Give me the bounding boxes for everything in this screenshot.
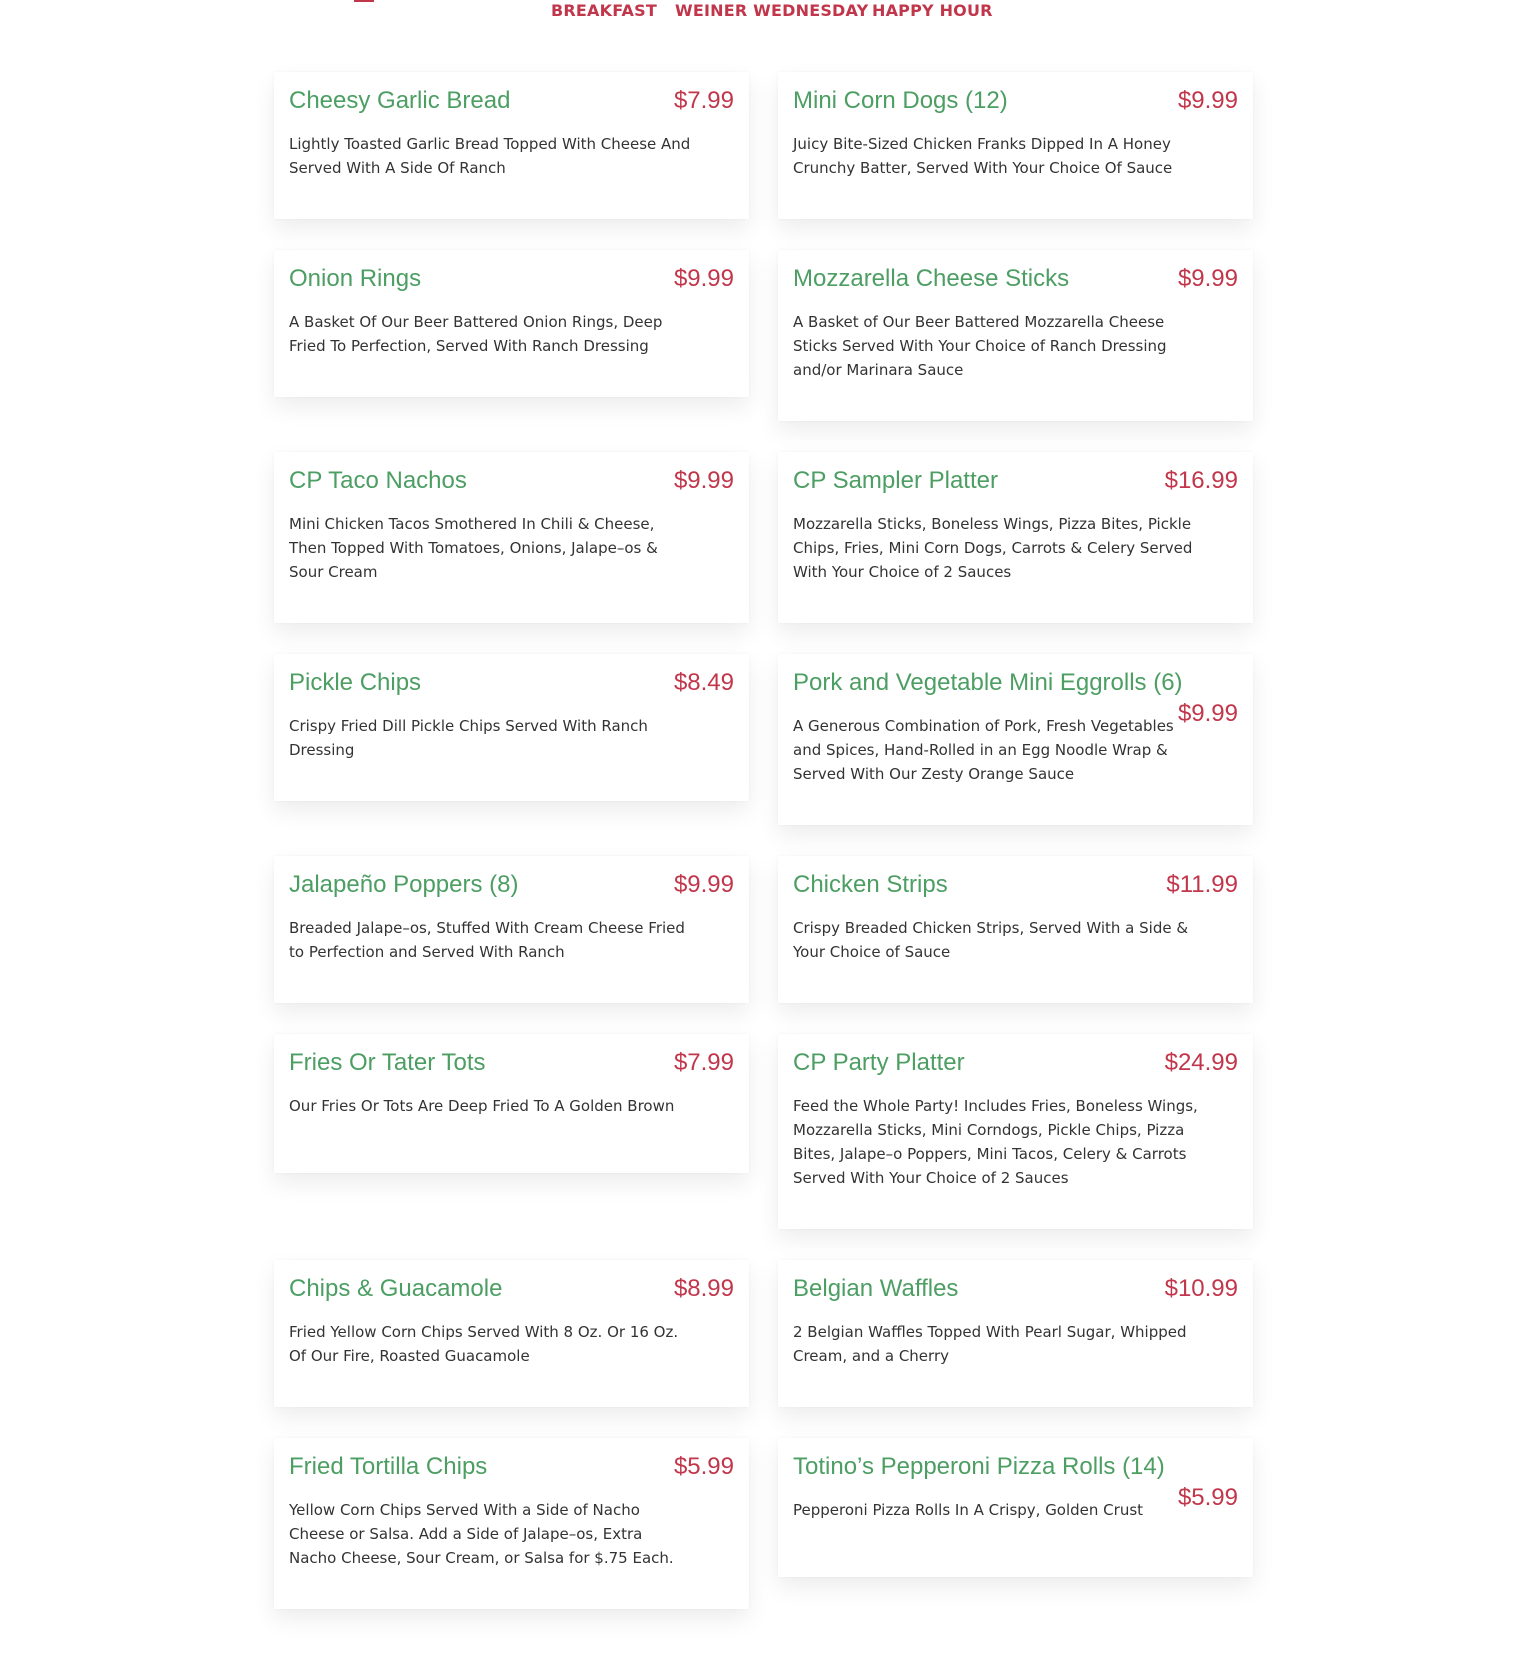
menu-item-name: Fried Tortilla Chips <box>289 1453 488 1480</box>
menu-item-name: Fries Or Tater Tots <box>289 1049 486 1076</box>
menu-item-name: Pickle Chips <box>289 669 422 696</box>
menu-item-price: $5.99 <box>673 1453 734 1480</box>
menu-item-description: Crispy Breaded Chicken Strips, Served With a Side & Your Choice of Sauce <box>793 919 1189 961</box>
menu-item-card[interactable] <box>778 654 1253 825</box>
nav-link-happy-hour[interactable]: HAPPY HOUR <box>872 1 993 20</box>
menu-item-card[interactable] <box>274 1438 749 1609</box>
menu-item-card[interactable] <box>274 72 749 219</box>
menu-item-price: $5.99 <box>1177 1484 1238 1511</box>
menu-item-name: Cheesy Garlic Bread <box>289 87 511 114</box>
menu-item-name: Mozzarella Cheese Sticks <box>793 265 1070 292</box>
menu-item-price: $24.99 <box>1164 1049 1238 1076</box>
menu-item-price: $9.99 <box>673 871 734 898</box>
menu-item-card[interactable] <box>778 250 1253 421</box>
menu-item-name: Chicken Strips <box>793 871 948 898</box>
menu-item-description: Crispy Fried Dill Pickle Chips Served With Ranch Dressing <box>289 717 648 759</box>
menu-item-description: 2 Belgian Waffles Topped With Pearl Sugar, Whipped Cream, and a Cherry <box>793 1323 1187 1365</box>
menu-item-description: Pepperoni Pizza Rolls In A Crispy, Golden Crust <box>793 1501 1144 1519</box>
menu-item-card[interactable] <box>274 654 749 801</box>
menu-item-price: $10.99 <box>1164 1275 1238 1302</box>
menu-item-description: Our Fries Or Tots Are Deep Fried To A Golden Brown <box>289 1097 675 1115</box>
menu-item-description: Mini Chicken Tacos Smothered In Chili & Cheese, Then Topped With Tomatoes, Onions, Jalape–os & Sour Cream <box>289 515 658 581</box>
top-nav <box>0 0 1530 30</box>
menu-item-name: Totino’s Pepperoni Pizza Rolls (14) <box>793 1453 1165 1480</box>
menu-item-price: $8.49 <box>673 669 734 696</box>
menu-item-price: $9.99 <box>673 467 734 494</box>
menu-item-price: $7.99 <box>673 87 734 114</box>
menu-item-description: Breaded Jalape–os, Stuffed With Cream Cheese Fried to Perfection and Served With Ranch <box>289 919 685 961</box>
menu-item-price: $7.99 <box>673 1049 734 1076</box>
menu-item-name: Mini Corn Dogs (12) <box>793 87 1008 114</box>
menu-item-description: Feed the Whole Party! Includes Fries, Boneless Wings, Mozzarella Sticks, Mini Corndogs, Pickle Chips, Pizza Bites, Jalape–o Poppers, Mini Tacos, Celery & Carrots Served With Your Choice of 2 Sauces <box>793 1097 1198 1187</box>
nav-active-indicator <box>354 0 374 2</box>
menu-item-name: CP Taco Nachos <box>289 467 467 494</box>
nav-link-weiner-wednesday[interactable]: WEINER WEDNESDAY <box>675 1 869 20</box>
menu-item-name: CP Sampler Platter <box>793 467 998 494</box>
nav-link-breakfast[interactable]: BREAKFAST <box>551 1 657 20</box>
menu-item-price: $9.99 <box>1177 265 1238 292</box>
menu-item-name: Pork and Vegetable Mini Eggrolls (6) <box>793 669 1183 696</box>
menu-item-description: Lightly Toasted Garlic Bread Topped With Cheese And Served With A Side Of Ranch <box>289 135 691 177</box>
menu-item-price: $16.99 <box>1164 467 1238 494</box>
menu-item-name: CP Party Platter <box>793 1049 965 1076</box>
menu-item-card[interactable] <box>778 1438 1253 1577</box>
menu-item-description: A Basket of Our Beer Battered Mozzarella Cheese Sticks Served With Your Choice of Ranch Dressing and/or Marinara Sauce <box>793 313 1167 379</box>
menu-item-price: $8.99 <box>673 1275 734 1302</box>
menu-item-card[interactable] <box>274 250 749 397</box>
menu-item-card[interactable] <box>274 452 749 623</box>
menu-item-card[interactable] <box>274 856 749 1003</box>
menu-item-price: $9.99 <box>1177 700 1238 727</box>
menu-item-card[interactable] <box>778 1260 1253 1407</box>
menu-item-card[interactable] <box>274 1034 749 1173</box>
menu-item-card[interactable] <box>778 1034 1253 1229</box>
menu-item-description: Mozzarella Sticks, Boneless Wings, Pizza Bites, Pickle Chips, Fries, Mini Corn Dogs, Carrots & Celery Served With Your Choice of 2 Sauces <box>793 515 1193 581</box>
menu-item-description: A Generous Combination of Pork, Fresh Vegetables and Spices, Hand-Rolled in an Egg Noodle Wrap & Served With Our Zesty Orange Sauce <box>793 717 1174 783</box>
menu-item-name: Onion Rings <box>289 265 422 292</box>
menu-item-price: $9.99 <box>1177 87 1238 114</box>
menu-item-card[interactable] <box>778 856 1253 1003</box>
menu-item-description: Fried Yellow Corn Chips Served With 8 Oz. Or 16 Oz. Of Our Fire, Roasted Guacamole <box>289 1323 679 1365</box>
menu-item-card[interactable] <box>274 1260 749 1407</box>
menu-item-name: Belgian Waffles <box>793 1275 959 1302</box>
menu-item-description: A Basket Of Our Beer Battered Onion Rings, Deep Fried To Perfection, Served With Ranch Dressing <box>289 313 663 355</box>
menu-item-price: $9.99 <box>673 265 734 292</box>
menu-item-name: Chips & Guacamole <box>289 1275 503 1302</box>
menu-item-card[interactable] <box>778 452 1253 623</box>
menu-item-card[interactable] <box>778 72 1253 219</box>
menu-item-description: Juicy Bite-Sized Chicken Franks Dipped In A Honey Crunchy Batter, Served With Your Choice Of Sauce <box>793 135 1173 177</box>
menu-item-name: Jalapeño Poppers (8) <box>289 871 519 898</box>
menu-item-description: Yellow Corn Chips Served With a Side of Nacho Cheese or Salsa. Add a Side of Jalape–os, Extra Nacho Cheese, Sour Cream, or Salsa for $.75 Each. <box>289 1501 674 1567</box>
menu-item-price: $11.99 <box>1166 871 1238 898</box>
